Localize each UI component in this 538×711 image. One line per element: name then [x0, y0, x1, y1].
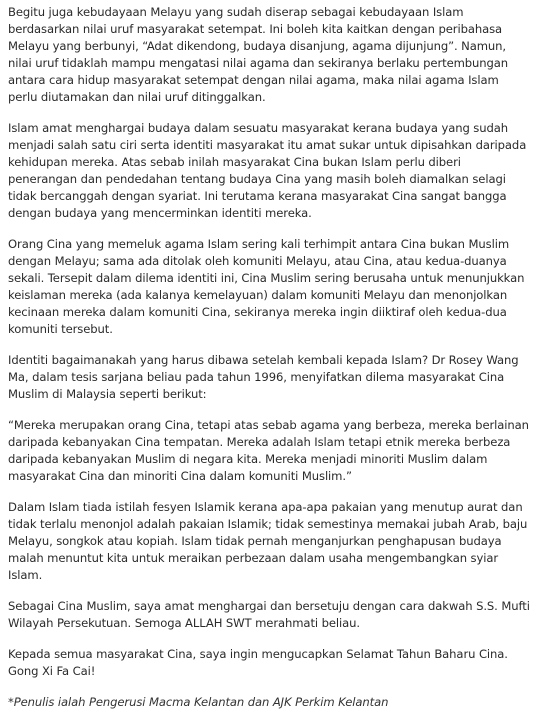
paragraph-chinese-muslim-dilemma: Orang Cina yang memeluk agama Islam sering kali terhimpit antara Cina bukan Muslim dengan Melayu; sama ada ditolak oleh komuniti Melayu, atau Cina, atau kedua-duanya sekali. Tersepit dalam dilema identiti ini, Cina Muslim sering berusaha untuk menunjukkan keislaman mereka (ada kalanya kemelayuan) dalam komuniti Melayu dan menonjolkan kecinaan mereka dalam komuniti Cina, sekiranya mereka ingin diiktiraf oleh kedua-dua komuniti tersebut.: [8, 237, 525, 336]
paragraph-islamic-fashion: Dalam Islam tiada istilah fesyen Islamik kerana apa-apa pakaian yang menutup aurat dan tidak terlalu menonjol adalah pakaian Islamik; tidak semestinya memakai jubah Arab, baju Melayu, songkok atau kopiah. Islam tidak pernah menganjurkan penghapusan budaya malah menuntut kita untuk meraikan perbezaan dalam usaha mengembangkan syiar Islam.: [8, 500, 528, 582]
paragraph-identity-question: Identiti bagaimanakah yang harus dibawa setelah kembali kepada Islam? Dr Rosey Wang Ma, dalam tesis sarjana beliau pada tahun 1996, menyifatkan dilema masyarakat Cina Muslim di Malaysia seperti berikut:: [8, 353, 519, 401]
author-footnote: *Penulis ialah Pengerusi Macma Kelantan dan AJK Perkim Kelantan: [8, 695, 389, 709]
paragraph-mufti-appreciation: Sebagai Cina Muslim, saya amat menghargai dan bersetuju dengan cara dakwah S.S. Mufti Wilayah Persekutuan. Semoga ALLAH SWT merahmati beliau.: [8, 599, 530, 630]
paragraph-quote: “Mereka merupakan orang Cina, tetapi atas sebab agama yang berbeza, mereka berlainan daripada kebanyakan Cina tempatan. Mereka adalah Islam tetapi etnik mereka berbeza daripada kebanyakan Muslim di negara kita. Mereka menjadi minoriti Muslim dalam masyarakat Cina dan minoriti Cina dalam komuniti Muslim.”: [8, 418, 529, 483]
paragraph-new-year-greeting: Kepada semua masyarakat Cina, saya ingin mengucapkan Selamat Tahun Baharu Cina. Gong Xi Fa Cai!: [8, 647, 508, 678]
paragraph-malay-culture: Begitu juga kebudayaan Melayu yang sudah diserap sebagai kebudayaan Islam berdasarkan nilai uruf masyarakat setempat. Ini boleh kita kaitkan dengan peribahasa Melayu yang berbunyi, “Adat dikendong, budaya disanjung, agama dijunjung”. Namun, nilai uruf tidaklah mampu mengatasi nilai agama dan sekiranya berlaku pertembungan antara cara hidup masyarakat setempat dengan nilai agama, maka nilai agama Islam perlu diutamakan dan nilai uruf ditinggalkan.: [8, 5, 509, 104]
paragraph-islam-values-culture: Islam amat menghargai budaya dalam sesuatu masyarakat kerana budaya yang sudah menjadi salah satu ciri serta identiti masyarakat itu amat sukar untuk dipisahkan daripada kehidupan mereka. Atas sebab inilah masyarakat Cina bukan Islam perlu diberi penerangan dan pendedahan tentang budaya Cina yang masih boleh diamalkan selagi tidak bercanggah dengan syariat. Ini terutama kerana masyarakat Cina sangat bangga dengan budaya yang mencerminkan identiti mereka.: [8, 121, 527, 220]
